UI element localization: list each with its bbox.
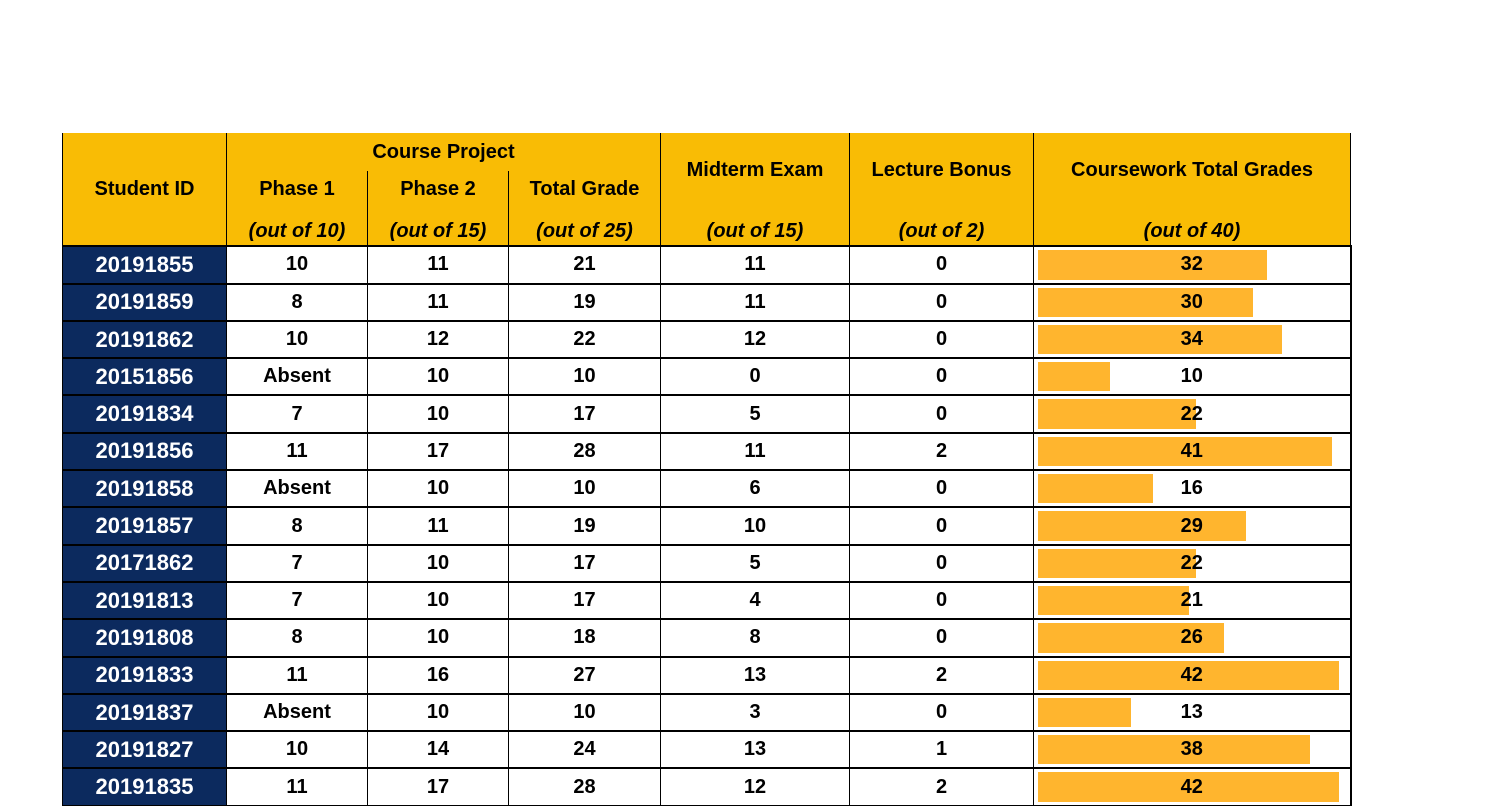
cell-lecture-bonus: 0 [850,619,1034,656]
table-row [63,619,1351,656]
table-row [63,246,1351,283]
cell-phase1: 7 [227,395,368,432]
table-row [63,657,1351,694]
cell-coursework-total [1034,657,1351,694]
cell-coursework-total [1034,619,1351,656]
cell-phase1: 11 [227,768,368,805]
cell-student-id: 20191834 [63,395,227,432]
data-bar [1038,698,1131,727]
cell-total-grade: 10 [509,470,661,507]
grades-table [62,133,1352,806]
cell-student-id: 20151856 [63,358,227,395]
table-row [63,358,1351,395]
cell-coursework-total [1034,582,1351,619]
coursework-value: 10 [1180,365,1203,388]
cell-midterm: 0 [661,358,850,395]
cell-lecture-bonus: 1 [850,731,1034,768]
header-lecture-bonus: Lecture Bonus [850,133,1034,208]
header-phase2-sub: (out of 15) [368,208,509,246]
coursework-value: 21 [1180,589,1203,612]
coursework-value: 22 [1180,402,1203,425]
cell-coursework-total [1034,433,1351,470]
header-total-grade: Total Grade [509,171,661,208]
cell-phase1: Absent [227,694,368,731]
data-bar [1038,474,1153,503]
cell-lecture-bonus: 0 [850,284,1034,321]
coursework-value: 13 [1180,701,1203,723]
coursework-value: 22 [1180,551,1203,574]
table-row [63,470,1351,507]
cell-lecture-bonus: 2 [850,657,1034,694]
cell-phase1: Absent [227,470,368,507]
cell-total-grade: 28 [509,433,661,470]
cell-student-id: 20191857 [63,507,227,544]
cell-midterm: 13 [661,657,850,694]
cell-phase2: 14 [368,731,509,768]
cell-coursework-total [1034,284,1351,321]
cell-phase2: 10 [368,358,509,395]
header-phase2: Phase 2 [368,171,509,208]
cell-midterm: 4 [661,582,850,619]
header-coursework-total: Coursework Total Grades [1034,133,1351,208]
coursework-value: 38 [1180,738,1203,761]
cell-coursework-total [1034,768,1351,805]
cell-total-grade: 28 [509,768,661,805]
coursework-value: 32 [1180,253,1203,276]
data-bar [1038,399,1196,428]
cell-phase1: 8 [227,284,368,321]
table-row [63,768,1351,805]
cell-lecture-bonus: 0 [850,470,1034,507]
table-row [63,395,1351,432]
coursework-value: 41 [1180,439,1203,462]
cell-phase2: 10 [368,694,509,731]
cell-phase1: 10 [227,731,368,768]
cell-total-grade: 19 [509,284,661,321]
coursework-value: 34 [1180,328,1203,351]
cell-coursework-total [1034,731,1351,768]
cell-phase2: 10 [368,395,509,432]
cell-phase2: 11 [368,284,509,321]
cell-midterm: 10 [661,507,850,544]
cell-phase2: 10 [368,545,509,582]
cell-student-id: 20191855 [63,246,227,283]
cell-lecture-bonus: 0 [850,395,1034,432]
table-row [63,545,1351,582]
coursework-value: 16 [1180,477,1203,500]
table-row [63,694,1351,731]
cell-midterm: 12 [661,321,850,358]
cell-coursework-total [1034,395,1351,432]
cell-phase2: 11 [368,246,509,283]
cell-midterm: 5 [661,395,850,432]
header-midterm: Midterm Exam [661,133,850,208]
header-coursework-sub: (out of 40) [1034,208,1351,246]
cell-midterm: 13 [661,731,850,768]
data-bar [1038,549,1196,578]
data-bar [1038,511,1246,540]
cell-midterm: 11 [661,284,850,321]
table-row [63,507,1351,544]
cell-total-grade: 19 [509,507,661,544]
cell-phase2: 12 [368,321,509,358]
cell-total-grade: 24 [509,731,661,768]
data-bar [1038,362,1110,391]
cell-phase1: 7 [227,582,368,619]
table-row [63,321,1351,358]
cell-coursework-total [1034,470,1351,507]
header-phase1-sub: (out of 10) [227,208,368,246]
coursework-value: 42 [1180,775,1203,798]
cell-lecture-bonus: 0 [850,246,1034,283]
header-midterm-sub: (out of 15) [661,208,850,246]
table-row [63,284,1351,321]
cell-total-grade: 22 [509,321,661,358]
cell-total-grade: 10 [509,358,661,395]
cell-total-grade: 21 [509,246,661,283]
cell-coursework-total [1034,246,1351,283]
cell-lecture-bonus: 2 [850,768,1034,805]
cell-coursework-total [1034,694,1351,731]
cell-student-id: 20191835 [63,768,227,805]
cell-phase2: 17 [368,768,509,805]
header-total-sub: (out of 25) [509,208,661,246]
cell-total-grade: 27 [509,657,661,694]
cell-midterm: 11 [661,246,850,283]
cell-student-id: 20191837 [63,694,227,731]
cell-phase1: 10 [227,321,368,358]
cell-student-id: 20191833 [63,657,227,694]
cell-lecture-bonus: 0 [850,321,1034,358]
coursework-value: 29 [1180,514,1203,537]
cell-midterm: 3 [661,694,850,731]
cell-student-id: 20191813 [63,582,227,619]
cell-phase2: 10 [368,582,509,619]
cell-total-grade: 17 [509,395,661,432]
cell-coursework-total [1034,321,1351,358]
cell-phase1: 11 [227,433,368,470]
data-bar [1038,288,1253,317]
cell-phase2: 17 [368,433,509,470]
table-row [63,582,1351,619]
cell-coursework-total [1034,507,1351,544]
coursework-value: 26 [1180,626,1203,649]
cell-midterm: 11 [661,433,850,470]
cell-phase2: 10 [368,470,509,507]
cell-student-id: 20191808 [63,619,227,656]
cell-midterm: 5 [661,545,850,582]
cell-phase1: Absent [227,358,368,395]
cell-student-id: 20191859 [63,284,227,321]
cell-total-grade: 17 [509,582,661,619]
cell-lecture-bonus: 0 [850,507,1034,544]
data-bar [1038,325,1282,354]
cell-lecture-bonus: 0 [850,582,1034,619]
cell-phase2: 10 [368,619,509,656]
data-bar [1038,735,1310,764]
cell-lecture-bonus: 2 [850,433,1034,470]
cell-midterm: 12 [661,768,850,805]
cell-student-id: 20171862 [63,545,227,582]
cell-phase1: 7 [227,545,368,582]
cell-midterm: 6 [661,470,850,507]
cell-student-id: 20191856 [63,433,227,470]
coursework-value: 30 [1180,290,1203,313]
data-bar [1038,586,1189,615]
cell-student-id: 20191862 [63,321,227,358]
header-course-project: Course Project [227,133,661,171]
cell-total-grade: 10 [509,694,661,731]
cell-phase2: 16 [368,657,509,694]
table-row [63,731,1351,768]
cell-coursework-total [1034,358,1351,395]
header-phase1: Phase 1 [227,171,368,208]
cell-total-grade: 18 [509,619,661,656]
cell-student-id: 20191827 [63,731,227,768]
cell-phase1: 10 [227,246,368,283]
cell-total-grade: 17 [509,545,661,582]
cell-lecture-bonus: 0 [850,358,1034,395]
cell-phase1: 11 [227,657,368,694]
data-bar [1038,250,1267,279]
cell-phase1: 8 [227,507,368,544]
cell-lecture-bonus: 0 [850,694,1034,731]
cell-phase2: 11 [368,507,509,544]
cell-lecture-bonus: 0 [850,545,1034,582]
table-row [63,433,1351,470]
cell-phase1: 8 [227,619,368,656]
header-student-id: Student ID [63,133,227,246]
cell-coursework-total [1034,545,1351,582]
header-bonus-sub: (out of 2) [850,208,1034,246]
coursework-value: 42 [1180,663,1203,686]
cell-midterm: 8 [661,619,850,656]
cell-student-id: 20191858 [63,470,227,507]
